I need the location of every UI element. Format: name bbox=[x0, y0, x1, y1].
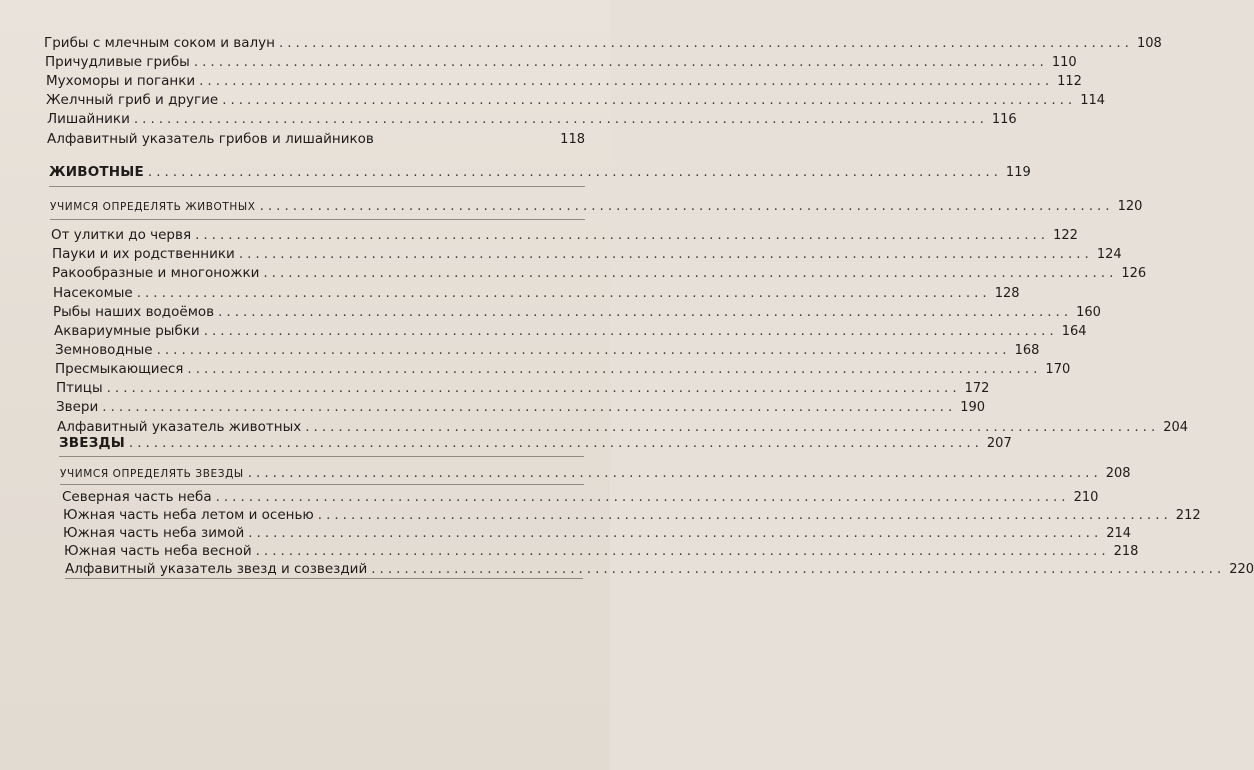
toc-entry-page: 110 bbox=[1051, 55, 1077, 70]
toc-subsection-heading bbox=[50, 197, 1143, 216]
toc-entry bbox=[62, 488, 1099, 507]
section-title: ЗВЕЗДЫ bbox=[59, 435, 125, 451]
toc-entry-title: Земноводные bbox=[55, 342, 153, 358]
dot-leader: ....................................................................................................... bbox=[247, 465, 1102, 481]
toc-entry-title: Алфавитный указатель звезд и созвездий bbox=[65, 561, 368, 577]
toc-entry bbox=[53, 303, 1101, 322]
subsection-page: 208 bbox=[1105, 466, 1131, 481]
dot-leader: ....................................................................................................... bbox=[222, 92, 1077, 108]
toc-entry bbox=[64, 542, 1139, 561]
toc-entry-title: Пауки и их родственники bbox=[52, 246, 235, 262]
section-page: 119 bbox=[1005, 165, 1031, 180]
toc-entry bbox=[55, 341, 1040, 360]
dot-leader: ....................................................................................................... bbox=[255, 543, 1110, 559]
toc-entry-page: 112 bbox=[1057, 74, 1082, 89]
toc-entry bbox=[52, 245, 1122, 264]
toc-entry-title: Пресмыкающиеся bbox=[55, 361, 184, 377]
dot-leader: ....................................................................................................... bbox=[305, 419, 1160, 435]
dot-leader: ....................................................................................................... bbox=[147, 164, 1002, 180]
section-page: 207 bbox=[986, 436, 1012, 451]
toc-entry bbox=[63, 506, 1201, 525]
subsection-title: УЧИМСЯ ОПРЕДЕЛЯТЬ ЗВЕЗДЫ bbox=[60, 468, 244, 480]
dot-leader: ....................................................................................................... bbox=[156, 342, 1011, 358]
dot-leader: ....................................................................................................... bbox=[248, 525, 1103, 541]
toc-entry-page: 114 bbox=[1080, 93, 1106, 108]
subsection-divider bbox=[60, 484, 584, 485]
toc-entry-page: 204 bbox=[1163, 420, 1189, 435]
toc-entry bbox=[65, 560, 1254, 579]
toc-subsection-heading bbox=[60, 464, 1131, 483]
toc-entry-page: 116 bbox=[991, 112, 1017, 127]
toc-entry-title: Южная часть неба весной bbox=[64, 543, 252, 559]
dot-leader: ....................................................................................................... bbox=[371, 561, 1226, 577]
subsection-divider bbox=[50, 219, 585, 220]
toc-entry bbox=[51, 226, 1078, 245]
toc-entry-title: Причудливые грибы bbox=[45, 54, 190, 70]
toc-entry-page: 168 bbox=[1014, 343, 1040, 358]
toc-entry bbox=[53, 284, 1020, 303]
subsection-page: 120 bbox=[1117, 199, 1143, 214]
dot-leader: ....................................................................................................... bbox=[136, 285, 991, 301]
toc-entry-page: 170 bbox=[1045, 362, 1071, 377]
toc-entry-page: 164 bbox=[1061, 324, 1087, 339]
dot-leader: ....................................................................................................... bbox=[195, 227, 1050, 243]
section-title: ЖИВОТНЫЕ bbox=[49, 164, 144, 180]
toc-entry-page: 214 bbox=[1106, 526, 1132, 541]
toc-entry bbox=[56, 398, 986, 417]
section-divider bbox=[49, 186, 585, 187]
dot-leader: ....................................................................................................... bbox=[128, 435, 983, 451]
dot-leader: ....................................................................................................... bbox=[218, 304, 1073, 320]
toc-entry-title: Желчный гриб и другие bbox=[46, 92, 219, 108]
toc-entry-title: Лишайники bbox=[47, 111, 130, 127]
section-divider bbox=[59, 456, 584, 457]
toc-entry bbox=[47, 110, 1017, 129]
toc-entry bbox=[45, 53, 1077, 72]
toc-entry-title: Алфавитный указатель грибов и лишайников bbox=[47, 131, 374, 147]
subsection-title: УЧИМСЯ ОПРЕДЕЛЯТЬ ЖИВОТНЫХ bbox=[50, 201, 256, 213]
toc-entry-page: 220 bbox=[1229, 562, 1254, 577]
toc-entry-page: 218 bbox=[1113, 544, 1139, 559]
toc-entry-title: Ракообразные и многоножки bbox=[52, 265, 260, 281]
dot-leader: ....................................................................................................... bbox=[317, 507, 1172, 523]
dot-leader: ....................................................................................................... bbox=[278, 35, 1133, 51]
toc-entry-page: 108 bbox=[1136, 36, 1162, 51]
dot-leader: ....................................................................................................... bbox=[259, 198, 1114, 214]
toc-entry-title: Южная часть неба летом и осенью bbox=[63, 507, 314, 523]
toc-entry-page: 122 bbox=[1053, 228, 1078, 243]
toc-entry-title: Мухоморы и поганки bbox=[46, 73, 196, 89]
dot-leader: ....................................................................................................... bbox=[199, 73, 1054, 89]
toc-entry-page: 124 bbox=[1096, 247, 1122, 262]
toc-entry-page: 190 bbox=[960, 400, 986, 415]
dot-leader: ....................................................................................................... bbox=[238, 246, 1093, 262]
toc-entry-page: 128 bbox=[994, 286, 1020, 301]
toc-entry-page: 172 bbox=[964, 381, 990, 396]
toc-entry-page: 118 bbox=[560, 132, 585, 147]
dot-leader: ....................................................................................................... bbox=[102, 399, 957, 415]
toc-entry bbox=[44, 34, 1162, 53]
toc-entry-title: Алфавитный указатель животных bbox=[57, 419, 302, 435]
toc-entry bbox=[55, 360, 1071, 379]
toc-entry-title: Рыбы наших водоёмов bbox=[53, 304, 215, 320]
toc-entry-title: Птицы bbox=[56, 380, 103, 396]
dot-leader: ....................................................................................................... bbox=[203, 323, 1058, 339]
toc-entry-page: 210 bbox=[1073, 490, 1099, 505]
toc-entry-page: 212 bbox=[1175, 508, 1201, 523]
toc-entry bbox=[56, 379, 990, 398]
toc-entry-title: Южная часть неба зимой bbox=[63, 525, 245, 541]
toc-entry-title: Звери bbox=[56, 399, 99, 415]
toc-entry bbox=[46, 72, 1082, 91]
dot-leader: ....................................................................................................... bbox=[193, 54, 1048, 70]
dot-leader: ....................................................................................................... bbox=[187, 361, 1042, 377]
toc-entry bbox=[54, 322, 1087, 341]
toc-entry-page: 160 bbox=[1076, 305, 1101, 320]
toc-entry bbox=[46, 91, 1106, 110]
toc-entry-page: 126 bbox=[1121, 266, 1147, 281]
toc-entry bbox=[63, 524, 1132, 543]
dot-leader: ....................................................................................................... bbox=[215, 489, 1070, 505]
toc-section-heading bbox=[59, 434, 1012, 453]
dot-leader: ....................................................................................................... bbox=[106, 380, 961, 396]
bottom-divider bbox=[65, 578, 583, 579]
toc-section-heading bbox=[49, 163, 1031, 182]
toc-entry-title: От улитки до червя bbox=[51, 227, 192, 243]
toc-entry-title: Насекомые bbox=[53, 285, 133, 301]
dot-leader: ....................................................................................................... bbox=[263, 265, 1118, 281]
toc-entry-title: Аквариумные рыбки bbox=[54, 323, 200, 339]
toc-entry bbox=[52, 264, 1147, 283]
toc-entry-title: Грибы с млечным соком и валун bbox=[44, 35, 275, 51]
toc-entry bbox=[47, 130, 585, 149]
toc-entry-title: Северная часть неба bbox=[62, 489, 212, 505]
dot-leader: ....................................................................................................... bbox=[133, 111, 988, 127]
